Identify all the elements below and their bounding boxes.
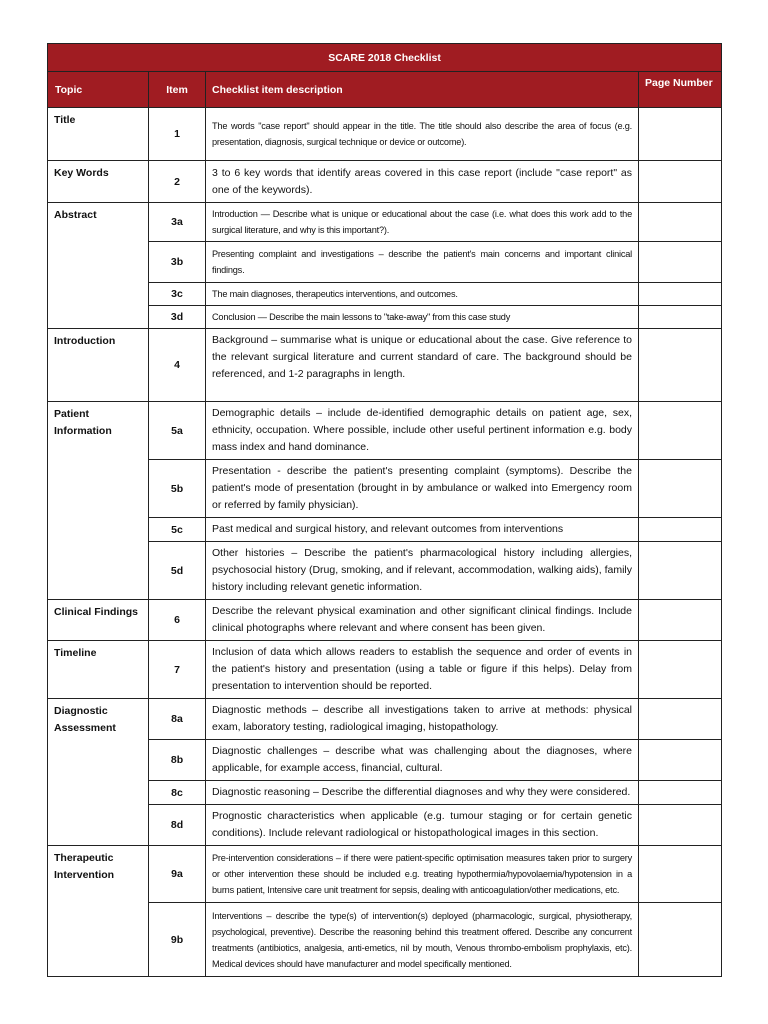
item-description: Presentation - describe the patient's presenting complaint (symptoms). Describe the patient's mode of presentation (brought in by ambulance or walked into Emergency room or referred by family physician).	[206, 460, 639, 518]
header-page-number: Page Number	[639, 72, 722, 108]
page-number-cell[interactable]	[639, 600, 722, 641]
table-row	[48, 903, 722, 977]
topic-title: Title	[48, 108, 149, 161]
item-description: 3 to 6 key words that identify areas covered in this case report (include "case report" as one of the keywords).	[206, 161, 639, 203]
item-number: 8b	[149, 740, 206, 781]
item-number: 3d	[149, 306, 206, 329]
item-description: Diagnostic reasoning – Describe the differential diagnoses and why they were considered.	[206, 781, 639, 805]
item-number: 2	[149, 161, 206, 203]
item-description: Conclusion — Describe the main lessons to "take-away" from this case study	[206, 306, 639, 329]
item-description: Diagnostic methods – describe all investigations taken to arrive at methods: physical exam, laboratory testing, radiological imaging, histopathology.	[206, 699, 639, 740]
page-number-cell[interactable]	[639, 161, 722, 203]
page-number-cell[interactable]	[639, 518, 722, 542]
page-number-cell[interactable]	[639, 781, 722, 805]
page-number-cell[interactable]	[639, 203, 722, 242]
item-number: 5c	[149, 518, 206, 542]
topic-therapeutic-intervention: Therapeutic Intervention	[48, 846, 149, 977]
item-number: 8c	[149, 781, 206, 805]
page-number-cell[interactable]	[639, 283, 722, 306]
page-number-cell[interactable]	[639, 460, 722, 518]
table-row	[48, 641, 722, 699]
table-row	[48, 329, 722, 402]
table-row	[48, 600, 722, 641]
item-number: 4	[149, 329, 206, 402]
scare-checklist-table	[47, 43, 722, 977]
table-row	[48, 542, 722, 600]
item-description: Past medical and surgical history, and relevant outcomes from interventions	[206, 518, 639, 542]
topic-clinical-findings: Clinical Findings	[48, 600, 149, 641]
table-row	[48, 108, 722, 161]
table-row	[48, 699, 722, 740]
item-number: 9a	[149, 846, 206, 903]
topic-abstract: Abstract	[48, 203, 149, 329]
topic-timeline: Timeline	[48, 641, 149, 699]
page-number-cell[interactable]	[639, 641, 722, 699]
item-description: Background – summarise what is unique or educational about the case. Give reference to the relevant surgical literature and current standard of care. The background should be referenced, and 1-2 paragraphs in length.	[206, 329, 639, 402]
table-row	[48, 283, 722, 306]
table-row	[48, 781, 722, 805]
table-row	[48, 805, 722, 846]
table-row	[48, 242, 722, 283]
topic-key-words: Key Words	[48, 161, 149, 203]
table-row	[48, 402, 722, 460]
item-number: 8d	[149, 805, 206, 846]
page-number-cell[interactable]	[639, 108, 722, 161]
item-description: Introduction — Describe what is unique or educational about the case (i.e. what does this work add to the surgical literature, and why is this important?).	[206, 203, 639, 242]
item-description: Describe the relevant physical examination and other significant clinical findings. Include clinical photographs where relevant and where consent has been given.	[206, 600, 639, 641]
item-description: The words "case report" should appear in the title. The title should also describe the area of focus (e.g. presentation, diagnosis, surgical technique or device or outcome).	[206, 108, 639, 161]
item-number: 7	[149, 641, 206, 699]
item-description: Prognostic characteristics when applicable (e.g. tumour staging or for certain genetic conditions). Include relevant radiological or histopathological images in this section.	[206, 805, 639, 846]
item-number: 3a	[149, 203, 206, 242]
table-row	[48, 846, 722, 903]
page-number-cell[interactable]	[639, 805, 722, 846]
page-number-cell[interactable]	[639, 402, 722, 460]
topic-patient-information: Patient Information	[48, 402, 149, 600]
item-number: 1	[149, 108, 206, 161]
item-description: Diagnostic challenges – describe what was challenging about the diagnoses, where applicable, for example access, financial, cultural.	[206, 740, 639, 781]
page-number-cell[interactable]	[639, 329, 722, 402]
page-number-cell[interactable]	[639, 903, 722, 977]
item-number: 9b	[149, 903, 206, 977]
item-number: 5b	[149, 460, 206, 518]
table-row	[48, 161, 722, 203]
table-title: SCARE 2018 Checklist	[48, 44, 722, 72]
item-description: Interventions – describe the type(s) of intervention(s) deployed (pharmacologic, surgical, physiotherapy, psychological, preventive). Describe the reasoning behind this treatment offered. Describe any concurrent treatments (antibiotics, analgesia, anti-emetics, nil by mouth, Venous thrombo-embolism prophylaxis, etc). Medical devices should have manufacturer and model specifically mentioned.	[206, 903, 639, 977]
item-number: 8a	[149, 699, 206, 740]
table-row	[48, 518, 722, 542]
header-item: Item	[149, 72, 206, 108]
topic-diagnostic-assessment: Diagnostic Assessment	[48, 699, 149, 846]
page-number-cell[interactable]	[639, 242, 722, 283]
item-description: Demographic details – include de-identified demographic details on patient age, sex, ethnicity, occupation. Where possible, include other useful pertinent information e.g. body mass index and hand dominance.	[206, 402, 639, 460]
header-topic: Topic	[48, 72, 149, 108]
table-row	[48, 740, 722, 781]
table-row	[48, 460, 722, 518]
item-number: 3b	[149, 242, 206, 283]
item-number: 5a	[149, 402, 206, 460]
header-description: Checklist item description	[206, 72, 639, 108]
item-number: 5d	[149, 542, 206, 600]
topic-introduction: Introduction	[48, 329, 149, 402]
table-row	[48, 203, 722, 242]
item-number: 3c	[149, 283, 206, 306]
table-row	[48, 306, 722, 329]
page-number-cell[interactable]	[639, 306, 722, 329]
item-number: 6	[149, 600, 206, 641]
item-description: Other histories – Describe the patient's pharmacological history including allergies, psychosocial history (Drug, smoking, and if relevant, accommodation, walking aids), family history including relevant genetic information.	[206, 542, 639, 600]
item-description: Inclusion of data which allows readers to establish the sequence and order of events in the patient's history and presentation (using a table or figure if this helps). Delay from presentation to intervention should be reported.	[206, 641, 639, 699]
page-number-cell[interactable]	[639, 740, 722, 781]
item-description: The main diagnoses, therapeutics interventions, and outcomes.	[206, 283, 639, 306]
item-description: Pre-intervention considerations – if there were patient-specific optimisation measures taken prior to surgery or other intervention these should be included e.g. treating hypothermia/hypovolaemia/hypotension in a burns patient, Intensive care unit treatment for sepsis, dealing with anticoagulation/other medications, etc.	[206, 846, 639, 903]
page-number-cell[interactable]	[639, 699, 722, 740]
item-description: Presenting complaint and investigations – describe the patient's main concerns and important clinical findings.	[206, 242, 639, 283]
page-number-cell[interactable]	[639, 846, 722, 903]
page-number-cell[interactable]	[639, 542, 722, 600]
